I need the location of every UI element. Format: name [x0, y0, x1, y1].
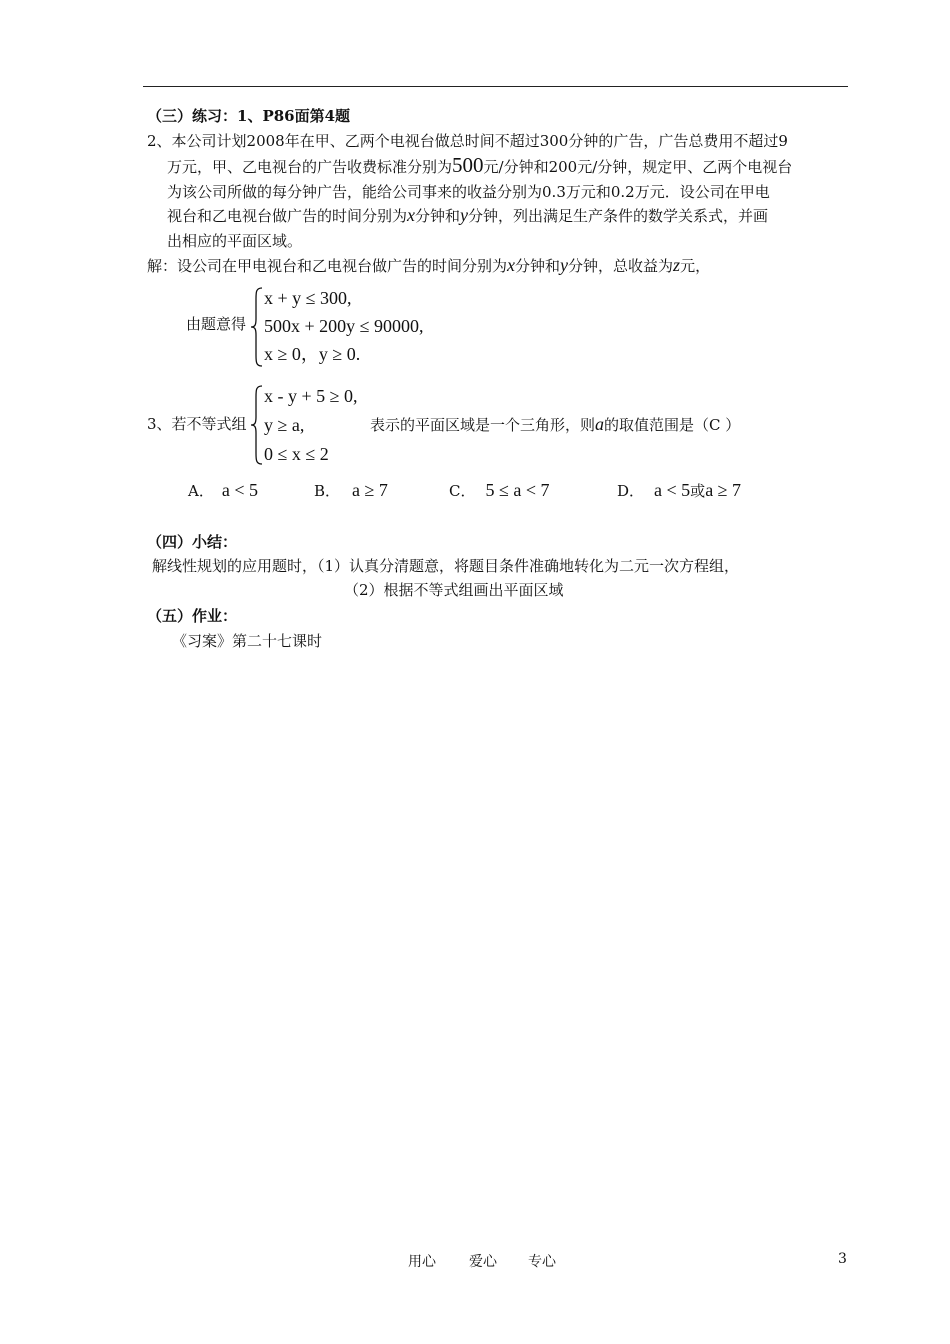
system-brace [250, 385, 264, 465]
page-number: 3 [838, 1251, 847, 1267]
problem2-line2-text-a: 万元，甲、乙电视台的广告收费标准分别为 [167, 158, 453, 176]
section5-line1: 《习案》第二十七课时 [172, 632, 323, 650]
option-d-label: D． [617, 482, 645, 500]
footer-motto-3: 专心 [528, 1254, 556, 1270]
solution-text-c: 分钟，总收益为 [568, 257, 674, 275]
problem2-line2-text-b: 元/分钟和200元/分钟，规定甲、乙两个电视台 [483, 158, 793, 176]
option-d-or: 或 [690, 482, 706, 500]
section4-heading: （四）小结： [147, 533, 238, 551]
var-x: x [507, 255, 516, 275]
problem2-line4-text-b: 分钟和 [415, 207, 461, 225]
solution-text-a: 解：设公司在甲电视台和乙电视台做广告的时间分别为 [147, 257, 508, 275]
problem3-stem-text-a: 表示的平面区域是一个三角形，则 [370, 416, 596, 434]
footer-motto-1: 用心 [408, 1254, 436, 1270]
footer-motto-2: 爱心 [469, 1254, 497, 1270]
section3-heading: （三）练习：1、P86面第4题 [147, 107, 351, 125]
var-x: x [407, 205, 416, 225]
solution-text-b: 分钟和 [515, 257, 561, 275]
option-c-expr: 5 ≤ a < 7 [485, 480, 550, 500]
option-a [188, 480, 258, 501]
system-brace [250, 287, 264, 367]
var-a: a [595, 414, 605, 434]
problem3-system-row-1: x - y + 5 ≥ 0, [264, 386, 358, 406]
option-d-expr-b: a ≥ 7 [705, 480, 742, 500]
option-c [449, 480, 550, 501]
section5-heading: （五）作业： [147, 607, 238, 625]
var-z: z [673, 255, 681, 275]
option-b-label: B． [314, 482, 341, 500]
solution-text-d: 元， [680, 257, 711, 275]
problem2-line4 [167, 205, 768, 226]
problem3-system-row-3: 0 ≤ x ≤ 2 [264, 444, 329, 464]
option-a-label: A． [188, 482, 214, 500]
section4-line1: 解线性规划的应用题时，（1）认真分清题意，将题目条件准确地转化为二元一次方程组， [152, 557, 740, 575]
var-y: y [460, 205, 469, 225]
option-c-label: C． [449, 482, 476, 500]
problem3-system-row-2: y ≥ a, [264, 415, 305, 435]
problem3-prefix: 3、若不等式组 [147, 415, 247, 433]
problem2-line5: 出相应的平面区域。 [167, 232, 303, 250]
problem2-line2 [167, 155, 792, 177]
option-b-expr: a ≥ 7 [352, 480, 388, 500]
option-b [314, 480, 388, 501]
solution-system-row-3: x ≥ 0，y ≥ 0. [264, 344, 361, 364]
option-d-expr-a: a < 5 [654, 480, 691, 500]
var-y: y [560, 255, 569, 275]
header-rule [143, 86, 848, 87]
problem2-line4-text-a: 视台和乙电视台做广告的时间分别为 [167, 207, 408, 225]
problem2-price-500: 500 [452, 153, 484, 177]
problem2-line3: 为该公司所做的每分钟广告，能给公司事来的收益分别为0.3万元和0.2万元．设公司在甲电 [167, 183, 770, 201]
solution-label: 由题意得 [186, 315, 247, 333]
section4-line2: （2）根据不等式组画出平面区域 [344, 581, 564, 599]
solution-system-row-1: x + y ≤ 300, [264, 288, 352, 308]
problem2-line4-text-c: 分钟，列出满足生产条件的数学关系式，并画 [468, 207, 769, 225]
problem3-stem-text-b: 的取值范围是（C ） [604, 416, 741, 434]
option-a-expr: a < 5 [221, 480, 258, 500]
option-d [617, 480, 741, 501]
solution-line [147, 255, 710, 276]
solution-system-row-2: 500x + 200y ≤ 90000, [264, 316, 424, 336]
problem2-line1: 2、本公司计划2008年在甲、乙两个电视台做总时间不超过300分钟的广告，广告总费用不超过9 [147, 132, 788, 150]
problem3-stem [370, 414, 740, 435]
